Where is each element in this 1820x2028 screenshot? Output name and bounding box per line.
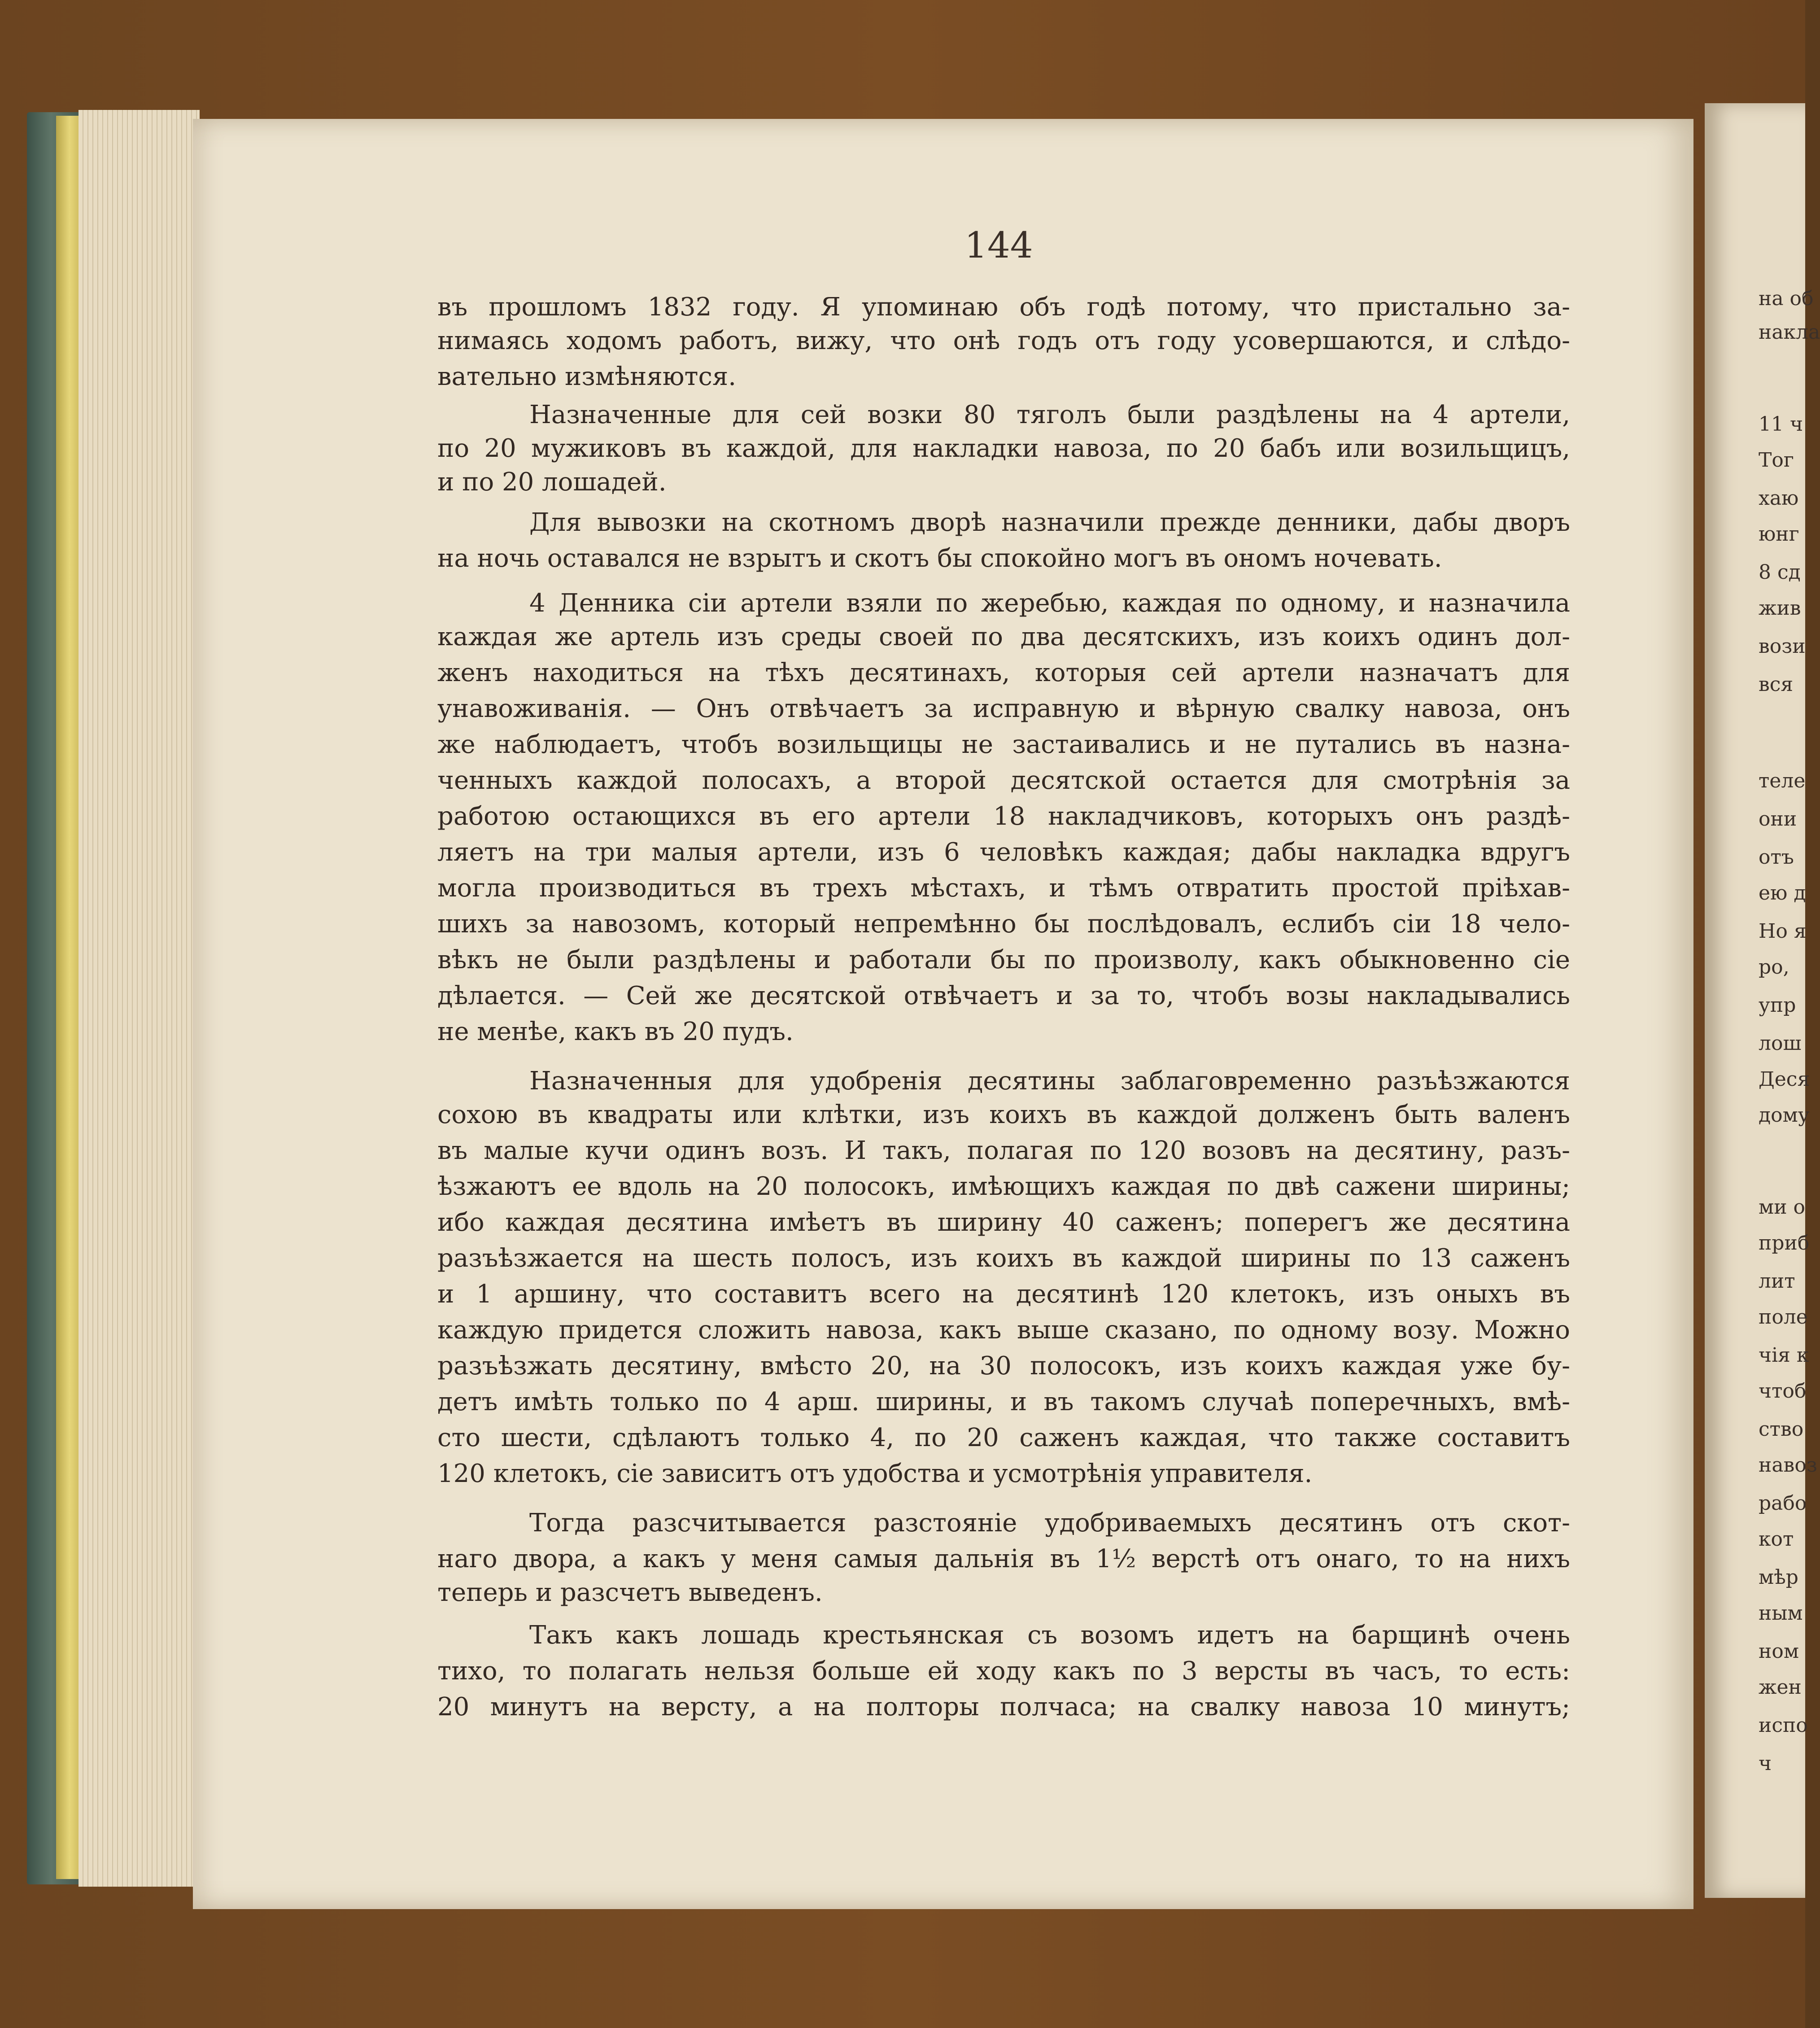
- text-line: женъ находиться на тѣхъ десятинахъ, которыя сей артели назначатъ для: [437, 658, 1570, 687]
- right-page-line: ном: [1759, 1640, 1799, 1663]
- right-page-line: ею д: [1759, 882, 1806, 905]
- text-line: и 1 аршину, что составитъ всего на десятинѣ 120 клетокъ, изъ оныхъ въ: [437, 1280, 1570, 1309]
- text-line: 120 клетокъ, сіе зависитъ отъ удобства и усмотрѣнія управителя.: [437, 1459, 1313, 1488]
- right-page-line: ство: [1759, 1418, 1804, 1441]
- text-line: ибо каждая десятина имѣетъ въ ширину 40 саженъ; поперегъ же десятина: [437, 1208, 1570, 1237]
- text-line: каждая же артель изъ среды своей по два десятскихъ, изъ коихъ одинъ дол-: [437, 622, 1570, 651]
- right-page-line: ми о: [1759, 1196, 1806, 1219]
- text-line: вѣкъ не были раздѣлены и работали бы по произволу, какъ обыкновенно сіе: [437, 945, 1570, 975]
- right-page-line: хаю: [1759, 487, 1799, 510]
- text-line: наго двора, а какъ у меня самыя дальнія въ 1½ верстѣ отъ онаго, то на нихъ: [437, 1544, 1570, 1573]
- text-line: вательно измѣняются.: [437, 362, 737, 391]
- text-line: каждую придется сложить навоза, какъ выше сказано, по одному возу. Можно: [437, 1316, 1570, 1345]
- text-line: ляетъ на три малыя артели, изъ 6 человѣкъ каждая; дабы накладка вдругъ: [437, 838, 1570, 867]
- right-page-line: чія к: [1759, 1344, 1809, 1367]
- text-line: Тогда разсчитывается разстояніе удобриваемыхъ десятинъ отъ скот-: [529, 1508, 1570, 1538]
- right-page-line: поле: [1759, 1306, 1808, 1329]
- right-page-line: они: [1759, 808, 1797, 830]
- text-line: разъѣзжается на шесть полосъ, изъ коихъ въ каждой ширины по 13 саженъ: [437, 1244, 1570, 1273]
- right-page-line: кот: [1759, 1528, 1794, 1551]
- right-page-line: Но я: [1759, 920, 1807, 943]
- right-page-line: жен: [1759, 1676, 1802, 1699]
- right-page-line: лит: [1759, 1270, 1795, 1293]
- text-line: тихо, то полагать нельзя больше ей ходу какъ по 3 версты въ часъ, то есть:: [437, 1656, 1570, 1686]
- right-page-line: 8 сд: [1759, 561, 1801, 584]
- text-line: ѣзжаютъ ее вдоль на 20 полосокъ, имѣющихъ каждая по двѣ сажени ширины;: [437, 1172, 1570, 1201]
- right-page-line: ч: [1759, 1752, 1772, 1775]
- right-page-line: ро,: [1759, 956, 1789, 979]
- right-page-line: вся: [1759, 673, 1794, 696]
- right-page-line: вози: [1759, 635, 1806, 658]
- right-page-line: на об: [1759, 287, 1814, 310]
- right-page-line: упр: [1759, 994, 1796, 1017]
- right-page-line: теле: [1759, 769, 1806, 792]
- right-page-line: чтоб: [1759, 1380, 1807, 1403]
- text-line: въ малые кучи одинъ возъ. И такъ, полагая по 120 возовъ на десятину, разъ-: [437, 1136, 1570, 1165]
- right-page-line: приб: [1759, 1232, 1810, 1254]
- page-number: 144: [965, 224, 1033, 266]
- right-page-line: накла: [1759, 321, 1820, 344]
- right-page-line: дому: [1759, 1104, 1810, 1127]
- text-line: Назначенныя для удобренія десятины заблаговременно разъѣзжаются: [529, 1066, 1570, 1096]
- text-line: и по 20 лошадей.: [437, 468, 667, 497]
- text-line: Назначенные для сей возки 80 тяголъ были раздѣлены на 4 артели,: [529, 400, 1570, 429]
- right-page-line: 11 ч: [1759, 413, 1803, 436]
- text-line: же наблюдаетъ, чтобъ возильщицы не застаивались и не путались въ назна-: [437, 730, 1570, 759]
- text-line: работою остающихся въ его артели 18 накладчиковъ, которыхъ онъ раздѣ-: [437, 802, 1570, 831]
- right-page-line: лош: [1759, 1032, 1802, 1055]
- text-line: разъѣзжать десятину, вмѣсто 20, на 30 полосокъ, изъ коихъ каждая уже бу-: [437, 1351, 1570, 1381]
- text-line: 20 минутъ на версту, а на полторы полчаса; на свалку навоза 10 минутъ;: [437, 1692, 1570, 1722]
- right-page-line: рабо: [1759, 1492, 1807, 1515]
- text-line: дѣлается. — Сей же десятской отвѣчаетъ и за то, чтобъ возы накладывались: [437, 981, 1570, 1010]
- right-page-line: навоз: [1759, 1454, 1817, 1477]
- text-line: на ночь оставался не взрытъ и скотъ бы спокойно могъ въ ономъ ночевать.: [437, 544, 1442, 573]
- right-page-line: отъ: [1759, 846, 1794, 869]
- text-line: въ прошломъ 1832 году. Я упоминаю объ годѣ потому, что пристально за-: [437, 293, 1570, 322]
- page-stack: [79, 110, 200, 1887]
- text-line: теперь и разсчетъ выведенъ.: [437, 1578, 823, 1607]
- right-page-line: юнг: [1759, 523, 1799, 546]
- right-page-line: испо: [1759, 1714, 1808, 1737]
- text-line: сохою въ квадраты или клѣтки, изъ коихъ въ каждой долженъ быть валенъ: [437, 1100, 1570, 1129]
- text-line: шихъ за навозомъ, который непремѣнно бы послѣдовалъ, еслибъ сіи 18 чело-: [437, 909, 1570, 939]
- right-page-line: мѣр: [1759, 1566, 1798, 1589]
- right-page-line: ным: [1759, 1602, 1803, 1625]
- text-line: сто шести, сдѣлаютъ только 4, по 20 саженъ каждая, что также составитъ: [437, 1423, 1570, 1452]
- right-page-line: Деся: [1759, 1068, 1810, 1091]
- right-page-line: Тог: [1759, 449, 1794, 472]
- text-line: по 20 мужиковъ въ каждой, для накладки навоза, по 20 бабъ или возильщицъ,: [437, 434, 1570, 463]
- right-page-line: жив: [1759, 597, 1801, 620]
- text-line: ченныхъ каждой полосахъ, а второй десятской остается для смотрѣнія за: [437, 766, 1570, 795]
- text-line: Такъ какъ лошадь крестьянская съ возомъ идетъ на барщинѣ очень: [529, 1621, 1570, 1650]
- text-line: 4 Денника сіи артели взяли по жеребью, каждая по одному, и назначила: [529, 589, 1570, 618]
- text-line: унавоживанія. — Онъ отвѣчаетъ за исправную и вѣрную свалку навоза, онъ: [437, 694, 1570, 723]
- text-line: могла производиться въ трехъ мѣстахъ, и тѣмъ отвратить простой пріѣхав-: [437, 874, 1570, 903]
- text-line: детъ имѣть только по 4 арш. ширины, и въ такомъ случаѣ поперечныхъ, вмѣ-: [437, 1387, 1570, 1416]
- text-line: нимаясь ходомъ работъ, вижу, что онѣ годъ отъ году усовершаются, и слѣдо-: [437, 326, 1570, 355]
- text-line: Для вывозки на скотномъ дворѣ назначили прежде денники, дабы дворъ: [529, 508, 1570, 537]
- text-line: не менѣе, какъ въ 20 пудъ.: [437, 1017, 794, 1046]
- right-page-fragment: [1705, 103, 1820, 1898]
